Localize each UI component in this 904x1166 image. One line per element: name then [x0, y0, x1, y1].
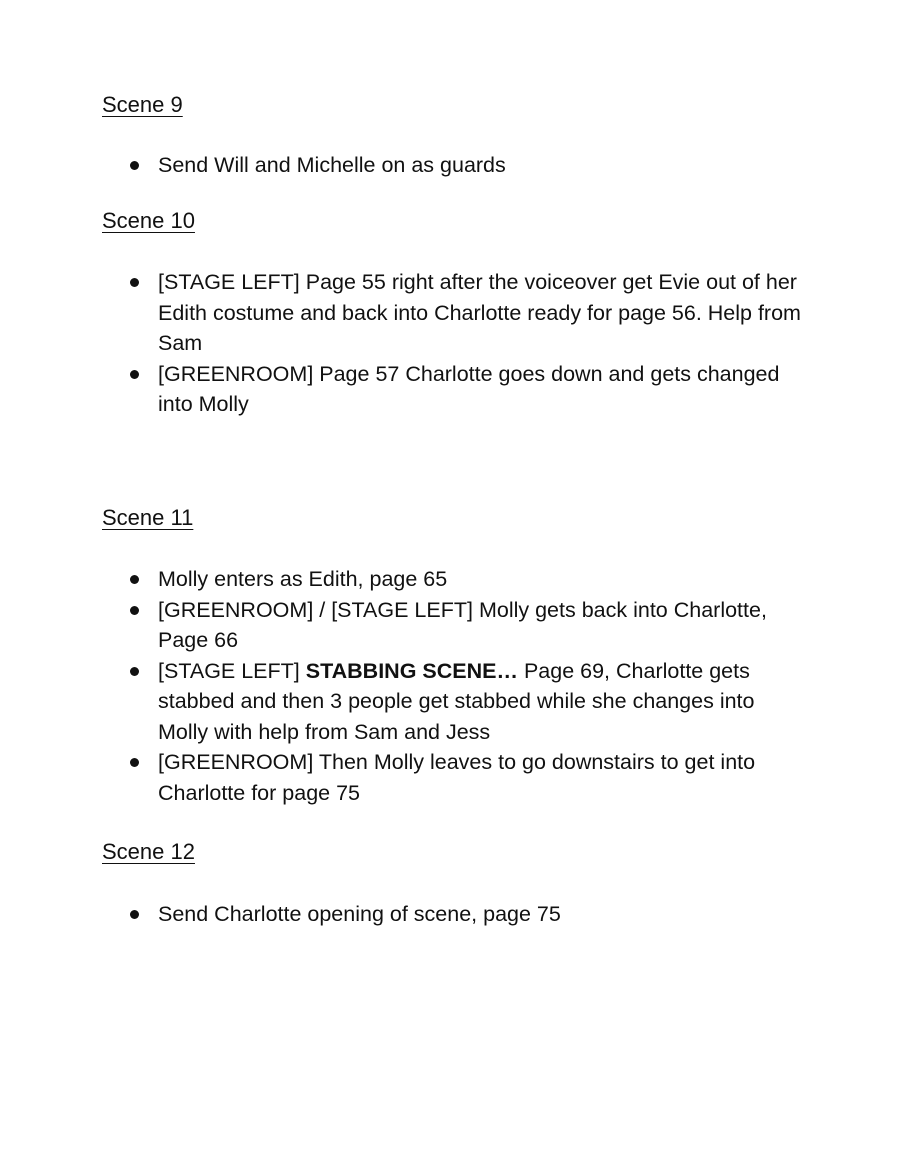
list-item: [GREENROOM] Then Molly leaves to go downstairs to get into Charlotte for page 75: [102, 747, 802, 808]
bullet-icon: [130, 575, 139, 584]
bullet-icon: [130, 910, 139, 919]
list-item: [STAGE LEFT] Page 55 right after the voiceover get Evie out of her Edith costume and back into Charlotte ready for page 56. Help from Sam: [102, 267, 802, 359]
list-item: [GREENROOM] / [STAGE LEFT] Molly gets back into Charlotte, Page 66: [102, 595, 802, 656]
scene-11-heading: Scene 11: [102, 505, 194, 530]
bullet-icon: [130, 278, 139, 287]
scene-9-heading: Scene 9: [102, 92, 183, 117]
bullet-icon: [130, 370, 139, 379]
list-item: [STAGE LEFT] STABBING SCENE… Page 69, Charlotte gets stabbed and then 3 people get stabbed while she changes into Molly with help from Sam and Jess: [102, 656, 802, 748]
scene-10-list: [102, 267, 802, 420]
bullet-icon: [130, 606, 139, 615]
scene-12-heading: Scene 12: [102, 839, 195, 864]
stabbing-scene-emphasis: STABBING SCENE…: [305, 658, 518, 683]
scene-11-list: [102, 564, 802, 808]
scene-10-heading: Scene 10: [102, 208, 195, 233]
scene-9-list: [102, 150, 802, 181]
bullet-icon: [130, 758, 139, 767]
list-item: Send Will and Michelle on as guards: [102, 150, 802, 181]
scene-12-list: [102, 899, 802, 930]
list-item: Molly enters as Edith, page 65: [102, 564, 802, 595]
bullet-icon: [130, 161, 139, 170]
bullet-icon: [130, 667, 139, 676]
list-item: Send Charlotte opening of scene, page 75: [102, 899, 802, 930]
list-item: [GREENROOM] Page 57 Charlotte goes down and gets changed into Molly: [102, 359, 802, 420]
